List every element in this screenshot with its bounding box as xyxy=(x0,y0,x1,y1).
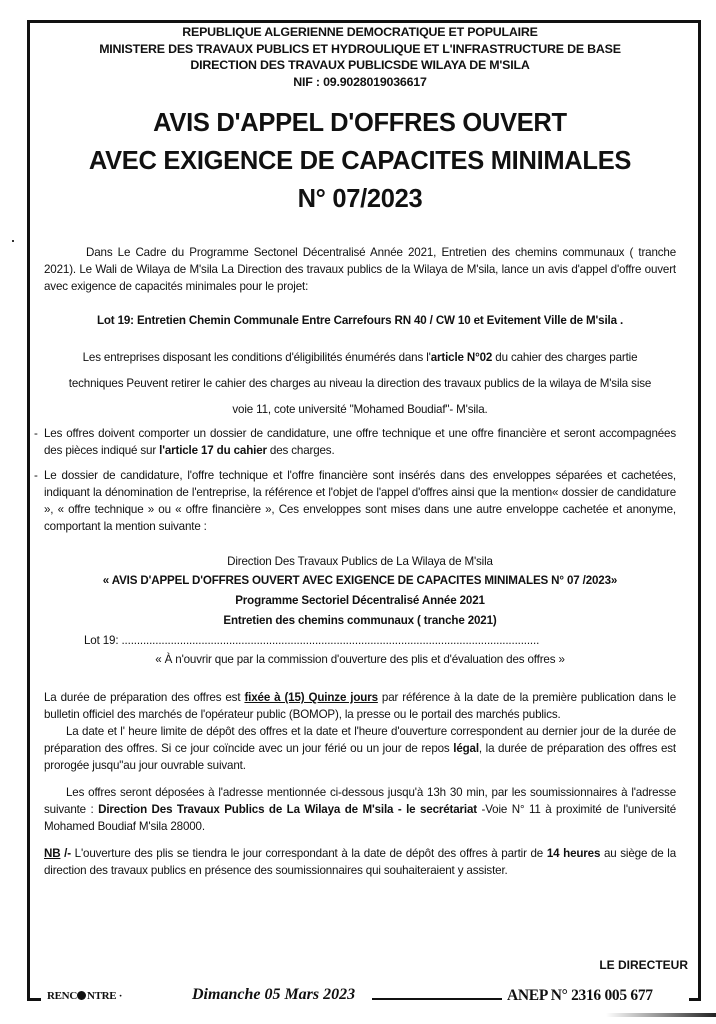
eligibility-line-2: techniques Peuvent retirer le cahier des charges au niveau la direction des travaux publics de la wilaya de M'sila sise xyxy=(68,377,652,390)
deposit-text-end: -Voie N° 11 à proximité de l'université Mohamed Boudiaf M'sila 28000. xyxy=(44,803,676,833)
envelope-maintenance: Entretien des chemins communaux ( tranche 2021) xyxy=(223,614,497,627)
nb-text: L'ouverture des plis se tiendra le jour correspondant à la date de dépôt des offres à partir de xyxy=(74,847,547,860)
deposit-text: Les offres seront déposées à l'adresse mentionnée ci-dessous jusqu'à 13h 30 min, par les soumissionnaires à l'adresse suivante : xyxy=(44,786,676,816)
article-number: N°02 xyxy=(463,351,493,364)
envelope-notice: « À n'ouvrir que par la commission d'ouverture des plis et d'évaluation des offres » xyxy=(155,653,565,666)
newspaper-brand xyxy=(47,990,122,1002)
director-signature: LE DIRECTEUR xyxy=(599,958,688,972)
header-direction: DIRECTION DES TRAVAUX PUBLICSDE WILAYA DE M'SILA xyxy=(190,58,530,72)
envelope-program: Programme Sectoriel Décentralisé Année 2021 xyxy=(235,594,485,607)
publication-date: Dimanche 05 Mars 2023 xyxy=(192,986,356,1003)
bullet-envelopes xyxy=(34,467,676,535)
nb-separator: /- xyxy=(60,847,75,860)
header-ministry: MINISTERE DES TRAVAUX PUBLICS ET HYDROULIQUE ET L'INFRASTRUCTURE DE BASE xyxy=(99,41,621,56)
article-label: article xyxy=(430,351,464,364)
duration-text: La durée de préparation des offres est xyxy=(44,691,245,704)
nb-paragraph xyxy=(44,845,676,879)
bullet-article-ref: l'article 17 du cahier xyxy=(159,444,267,457)
bullet-dash: - xyxy=(34,469,38,482)
eligibility-line-1 xyxy=(44,345,676,371)
deposit-address: Direction Des Travaux Publics de La Wilaya de M'sila - le secrétariat xyxy=(98,803,477,816)
deadline-text: La date et l' heure limite de dépôt des offres et la date et l'heure d'ouverture correspondent au dernier jour de la durée de préparation des offres. Si ce jour coïncide avec un jour férié ou un jour de repos xyxy=(44,725,676,755)
nb-time: 14 heures xyxy=(546,847,601,860)
title-number: N° 07/2023 xyxy=(297,185,423,213)
envelope-title: « AVIS D'APPEL D'OFFRES OUVERT AVEC EXIGENCE DE CAPACITES MINIMALES N° 07 /2023» xyxy=(102,574,618,587)
envelope-label xyxy=(44,553,676,669)
bullet-text: Les offres doivent comporter un dossier de candidature, une offre technique et une offre financière et seront accompagnées des pièces indiqué sur xyxy=(44,427,676,457)
duration-highlight: fixée à (15) Quinze jours xyxy=(244,691,378,704)
envelope-lot-line: Lot 19: ........................................................................................................................................ xyxy=(84,634,540,647)
tender-notice xyxy=(34,24,676,879)
notice-title xyxy=(44,104,676,218)
header-nif: NIF : 09.9028019036617 xyxy=(293,74,427,89)
bullet-text: Le dossier de candidature, l'offre technique et l'offre financière sont insérés dans des enveloppes séparées et cachetées, indiquant la dénomination de l'entreprise, la référence et l'objet de l'appel d'offres ainsi que la mention« dossier de candidature », « offre technique » ou « offre financière », Ces enveloppes sont mises dans une autre enveloppe cachetée et anonyme, comportant la mention suivante : xyxy=(44,469,676,533)
scan-speck xyxy=(12,240,14,242)
eligibility-line-3: voie 11, cote université "Mohamed Boudiaf"- M'sila. xyxy=(232,403,488,416)
title-line-1: AVIS D'APPEL D'OFFRES OUVERT xyxy=(153,109,567,137)
brand-text-start: RENC xyxy=(47,990,77,1002)
scan-edge-mark xyxy=(606,1013,716,1017)
envelope-direction: Direction Des Travaux Publics de La Wilaya de M'sila xyxy=(227,555,493,568)
footer-rule-middle xyxy=(372,998,502,1000)
deadline-paragraph xyxy=(44,723,676,774)
brand-text-end: NTRE xyxy=(86,990,117,1002)
deadline-text-end: , la durée de préparation des offres est prorogée jusqu"au jour ouvrable suivant. xyxy=(44,742,676,772)
deposit-paragraph xyxy=(44,784,676,835)
deadline-legal: légal xyxy=(453,742,479,755)
brand-dot: · xyxy=(118,990,123,1002)
brand-o-logo-icon xyxy=(77,991,86,1000)
nb-label: NB xyxy=(44,847,61,860)
nb-text-end: au siège de la direction des travaux publics en présence des soumissionnaires qui souhaiteraient y assister. xyxy=(44,847,676,877)
bullet-text-end: des charges. xyxy=(266,444,335,457)
title-line-2: AVEC EXIGENCE DE CAPACITES MINIMALES xyxy=(88,147,632,175)
eligibility-text: Les entreprises disposant les conditions d'éligibilités énumérés dans l' xyxy=(82,351,431,364)
duration-text-end: par référence à la date de la première publication dans le bulletin officiel des marchés de l'opérateur public (BOMOP), la presse ou le portail des marchés publics. xyxy=(44,691,676,721)
lot-description: Lot 19: Entretien Chemin Communale Entre Carrefours RN 40 / CW 10 et Evitement Ville de M'sila . xyxy=(96,314,624,327)
footer-rule-left xyxy=(27,998,41,1001)
bullet-offers xyxy=(34,425,676,459)
eligibility-text-end: du cahier des charges partie xyxy=(492,351,638,364)
header-republic: REPUBLIQUE ALGERIENNE DEMOCRATIQUE ET POPULAIRE xyxy=(182,25,538,39)
anep-number: ANEP N° 2316 005 677 xyxy=(507,987,653,1004)
footer-rule-right xyxy=(689,998,701,1001)
bullet-dash: - xyxy=(34,427,38,440)
duration-paragraph xyxy=(44,689,676,723)
intro-paragraph: Dans Le Cadre du Programme Sectonel Décentralisé Année 2021, Entretien des chemins communaux ( tranche 2021). Le Wali de Wilaya de M'sila La Direction des travaux publics de la Wilaya de M'sila, lance un avis d'appel d'offre ouvert avec exigence de capacités minimales pour le projet: xyxy=(44,246,676,293)
eligibility-paragraph xyxy=(44,345,676,423)
newspaper-footer xyxy=(27,986,701,1012)
